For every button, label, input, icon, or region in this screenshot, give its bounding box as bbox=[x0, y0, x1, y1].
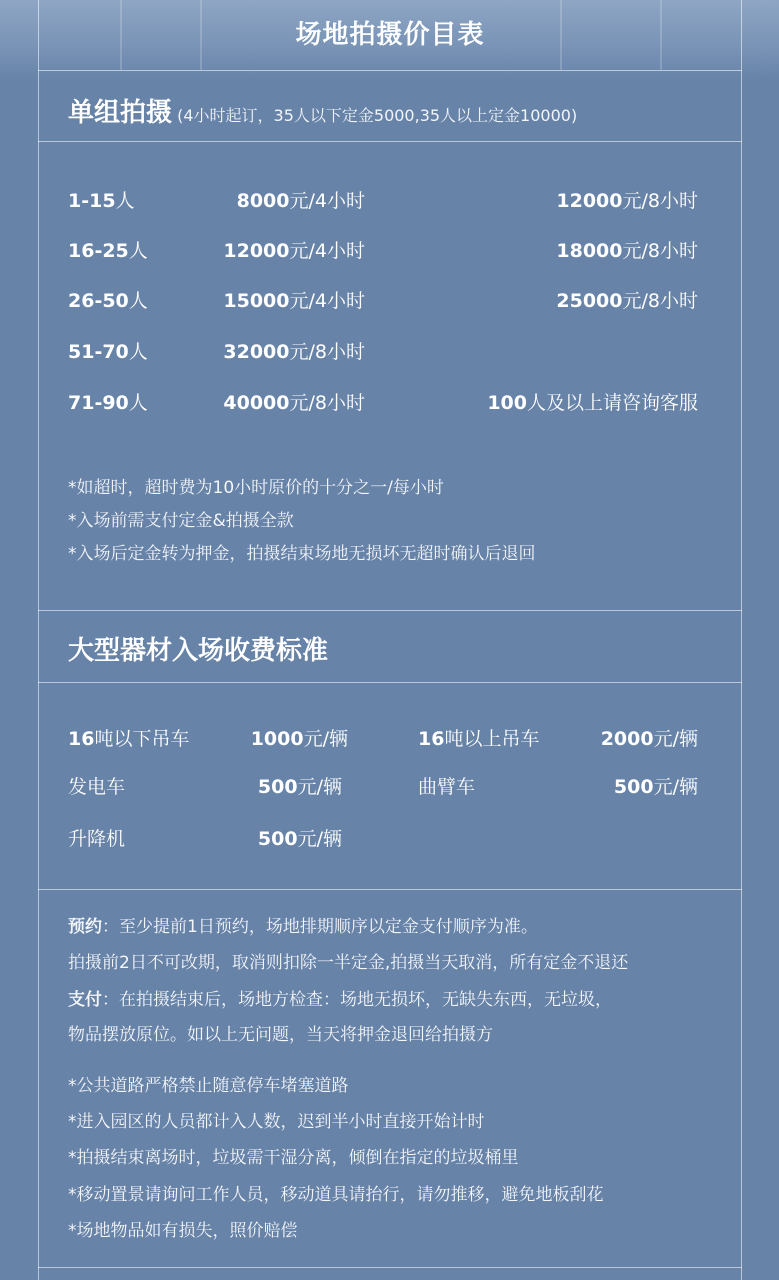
price-value: 1000 bbox=[250, 728, 304, 750]
people-range: 1-15 bbox=[68, 190, 116, 212]
equipment-price bbox=[560, 772, 698, 799]
people-unit: 人 bbox=[128, 240, 148, 262]
equipment-price bbox=[220, 772, 342, 799]
price-value: 40000 bbox=[223, 392, 290, 414]
booking-label: 预约 bbox=[68, 917, 102, 937]
price-row-people bbox=[68, 286, 148, 313]
price-unit: 元/辆 bbox=[297, 776, 342, 798]
price-value: 25000 bbox=[556, 290, 623, 312]
divider bbox=[38, 889, 742, 890]
price-unit: 元/辆 bbox=[303, 728, 348, 750]
divider bbox=[38, 141, 742, 142]
people-unit: 人 bbox=[128, 392, 148, 414]
booking-policy-line: 拍摄前2日不可改期，取消则扣除一半定金,拍摄当天取消，所有定金不退还 bbox=[68, 953, 629, 973]
equipment-label: 吨以上吊车 bbox=[444, 728, 540, 750]
single-group-heading: 单组拍摄 bbox=[68, 98, 173, 128]
page-title: 场地拍摄价目表 bbox=[295, 20, 485, 50]
rule-line: *场地物品如有损失，照价赔偿 bbox=[68, 1221, 298, 1241]
equipment-name bbox=[68, 724, 189, 751]
equipment-price bbox=[220, 824, 342, 851]
price-value: 18000 bbox=[556, 240, 623, 262]
people-range: 26-50 bbox=[68, 290, 129, 312]
price-value: 500 bbox=[257, 776, 298, 798]
booking-text: ：至少提前1日预约，场地排期顺序以定金支付顺序为准。 bbox=[102, 917, 538, 937]
rule-line: *公共道路严格禁止随意停车堵塞道路 bbox=[68, 1076, 349, 1096]
price-unit: 元/8小时 bbox=[622, 290, 698, 312]
note-line: *入场前需支付定金&拍摄全款 bbox=[68, 511, 294, 531]
price-row-people bbox=[68, 388, 148, 415]
price-row-people bbox=[68, 337, 148, 364]
equipment-name bbox=[418, 724, 539, 751]
people-range: 16-25 bbox=[68, 240, 129, 262]
price-8h bbox=[190, 337, 365, 364]
price-4h bbox=[190, 186, 365, 213]
price-4h bbox=[190, 236, 365, 263]
price-row-people bbox=[68, 186, 135, 213]
price-unit: 元/4小时 bbox=[289, 190, 365, 212]
equipment-name: 曲臂车 bbox=[418, 776, 476, 798]
price-value: 12000 bbox=[556, 190, 623, 212]
price-8h bbox=[480, 186, 698, 213]
price-row-people bbox=[68, 236, 148, 263]
price-unit: 元/4小时 bbox=[289, 290, 365, 312]
price-value: 500 bbox=[257, 828, 298, 850]
price-unit: 元/8小时 bbox=[289, 392, 365, 414]
note-line: *入场后定金转为押金，拍摄结束场地无损坏无超时确认后退回 bbox=[68, 544, 536, 564]
price-value: 8000 bbox=[236, 190, 290, 212]
single-group-header bbox=[68, 92, 577, 129]
divider bbox=[38, 610, 742, 611]
tonnage: 16 bbox=[418, 728, 445, 750]
payment-text: ：在拍摄结束后，场地方检查：场地无损坏，无缺失东西，无垃圾， bbox=[102, 990, 612, 1010]
people-range: 71-90 bbox=[68, 392, 129, 414]
divider bbox=[38, 682, 742, 683]
price-unit: 元/辆 bbox=[653, 776, 698, 798]
payment-label: 支付 bbox=[68, 990, 102, 1010]
price-unit: 元/8小时 bbox=[622, 190, 698, 212]
contact-service-note bbox=[440, 388, 698, 415]
equipment-price bbox=[560, 724, 698, 751]
rule-line: *进入园区的人员都计入人数，迟到半小时直接开始计时 bbox=[68, 1112, 485, 1132]
price-unit: 元/4小时 bbox=[289, 240, 365, 262]
rule-line: *移动置景请询问工作人员，移动道具请抬行，请勿推移，避免地板刮花 bbox=[68, 1185, 604, 1205]
tonnage: 16 bbox=[68, 728, 95, 750]
price-8h bbox=[190, 388, 365, 415]
people-unit: 人 bbox=[128, 290, 148, 312]
price-value: 12000 bbox=[223, 240, 290, 262]
price-value: 500 bbox=[613, 776, 654, 798]
equipment-label: 吨以下吊车 bbox=[94, 728, 190, 750]
price-value: 15000 bbox=[223, 290, 290, 312]
price-unit: 元/8小时 bbox=[289, 341, 365, 363]
price-unit: 元/8小时 bbox=[622, 240, 698, 262]
payment-policy bbox=[68, 985, 612, 1010]
single-group-note: (4小时起订，35人以下定金5000,35人以上定金10000) bbox=[177, 106, 578, 125]
price-value: 32000 bbox=[223, 341, 290, 363]
equipment-price bbox=[220, 724, 348, 751]
price-unit: 元/辆 bbox=[297, 828, 342, 850]
people-range: 51-70 bbox=[68, 341, 129, 363]
people-threshold: 100 bbox=[487, 392, 527, 414]
divider bbox=[38, 1267, 742, 1268]
note-line: *如超时，超时费为10小时原价的十分之一/每小时 bbox=[68, 478, 444, 498]
divider bbox=[38, 70, 742, 71]
equipment-name: 发电车 bbox=[68, 776, 126, 798]
rule-line: *拍摄结束离场时，垃圾需干湿分离，倾倒在指定的垃圾桶里 bbox=[68, 1148, 519, 1168]
price-4h bbox=[190, 286, 365, 313]
price-8h bbox=[480, 286, 698, 313]
equipment-heading: 大型器材入场收费标准 bbox=[68, 636, 329, 666]
price-8h bbox=[480, 236, 698, 263]
people-unit: 人 bbox=[128, 341, 148, 363]
price-value: 2000 bbox=[600, 728, 654, 750]
contact-text: 人及以上请咨询客服 bbox=[526, 392, 698, 414]
booking-policy bbox=[68, 912, 538, 937]
price-unit: 元/辆 bbox=[653, 728, 698, 750]
people-unit: 人 bbox=[115, 190, 135, 212]
equipment-name: 升降机 bbox=[68, 828, 126, 850]
payment-policy-line: 物品摆放原位。如以上无问题，当天将押金退回给拍摄方 bbox=[68, 1025, 493, 1045]
